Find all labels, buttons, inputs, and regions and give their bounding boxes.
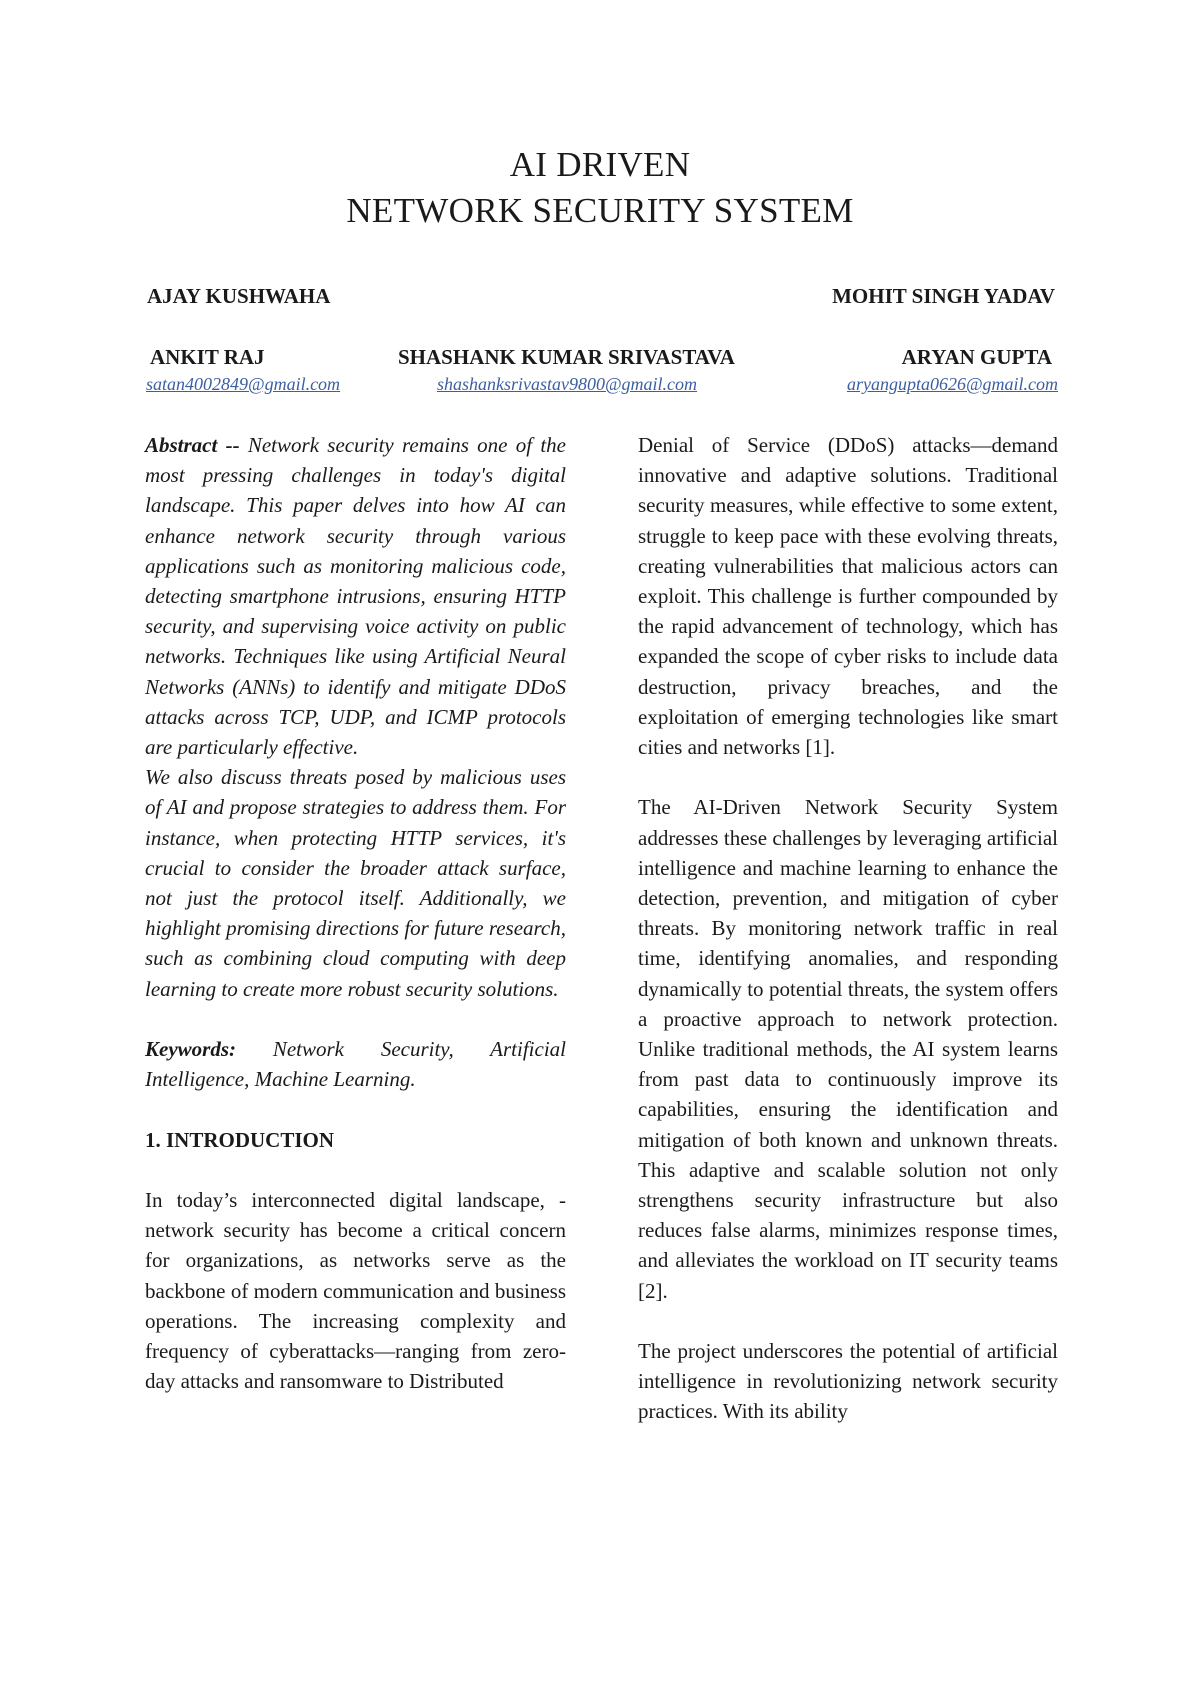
paper-title-line-1: AI DRIVEN [509, 145, 691, 184]
author-ankit-raj: ANKIT RAJ [150, 345, 265, 369]
author-shashank-kumar-srivastava: SHASHANK KUMAR SRIVASTAVA [398, 345, 735, 369]
author-aryan-gupta: ARYAN GUPTA [901, 345, 1052, 369]
author-mohit-singh-yadav: MOHIT SINGH YADAV [832, 284, 1055, 308]
keywords-label: Keywords: [145, 1037, 236, 1062]
abstract-paragraph-2: We also discuss threats posed by malicious uses of AI and propose strategies to address them. For instance, when protecting HTTP services, it's crucial to consider the broader attack surface, not just the protocol itself. Additionally, we highlight promising directions for future research, such as combining cloud computing with deep learning to create more robust security solutions. [145, 765, 566, 1001]
right-column [638, 430, 1058, 1427]
keywords-text: Network Security, Artificial Intelligence, Machine Learning. [145, 1037, 566, 1092]
intro-paragraph-3: The project underscores the potential of artificial intelligence in revolutionizing network security practices. With its ability [638, 1339, 1058, 1424]
paper-title-line-2: NETWORK SECURITY SYSTEM [346, 191, 854, 230]
intro-paragraph-2: The AI-Driven Network Security System addresses these challenges by leveraging artificial intelligence and machine learning to enhance the detection, prevention, and mitigation of cyber threats. By monitoring network traffic in real time, identifying anomalies, and responding dynamically to potential threats, the system offers a proactive approach to network protection. Unlike traditional methods, the AI system learns from past data to continuously improve its capabilities, ensuring the identification and mitigation of both known and unknown threats. This adaptive and scalable solution not only strengthens security infrastructure but also reduces false alarms, minimizes response times, and alleviates the workload on IT security teams [2]. [638, 795, 1058, 1303]
intro-paragraph-1-right: Denial of Service (DDoS) attacks—demand innovative and adaptive solutions. Traditional security measures, while effective to some extent, struggle to keep pace with these evolving threats, creating vulnerabilities that malicious actors can exploit. This challenge is further compounded by the rapid advancement of technology, which has expanded the scope of cyber risks to include data destruction, privacy breaches, and the exploitation of emerging technologies like smart cities and networks [1]. [638, 433, 1058, 760]
author-ajay-kushwaha: AJAY KUSHWAHA [147, 284, 331, 308]
abstract-label: Abstract -- [145, 433, 240, 457]
email-link-ankit-raj[interactable]: satan4002849@gmail.com [146, 374, 341, 394]
keywords-paragraph [145, 1034, 566, 1094]
email-link-shashank[interactable]: shashanksrivastav9800@gmail.com [437, 374, 698, 394]
email-link-aryan-gupta[interactable]: aryangupta0626@gmail.com [846, 374, 1058, 394]
section-heading-introduction: 1. INTRODUCTION [145, 1127, 335, 1152]
intro-paragraph-1-left: In today’s interconnected digital landscape, -network security has become a critical concern for organizations, as networks serve as the backbone of modern communication and business operations. The increasing complexity and frequency of cyberattacks—ranging from zero-day attacks and ransomware to Distributed [145, 1188, 566, 1394]
left-column [145, 430, 566, 1396]
abstract-text-1: Network security remains one of the most pressing challenges in today's digital landscape. This paper delves into how AI can enhance network security through various applications such as monitoring malicious code, detecting smartphone intrusions, ensuring HTTP security, and supervising voice activity on public networks. Techniques like using Artificial Neural Networks (ANNs) to identify and mitigate DDoS attacks across TCP, UDP, and ICMP protocols are particularly effective. [145, 433, 566, 760]
abstract-paragraph-1 [145, 430, 566, 762]
